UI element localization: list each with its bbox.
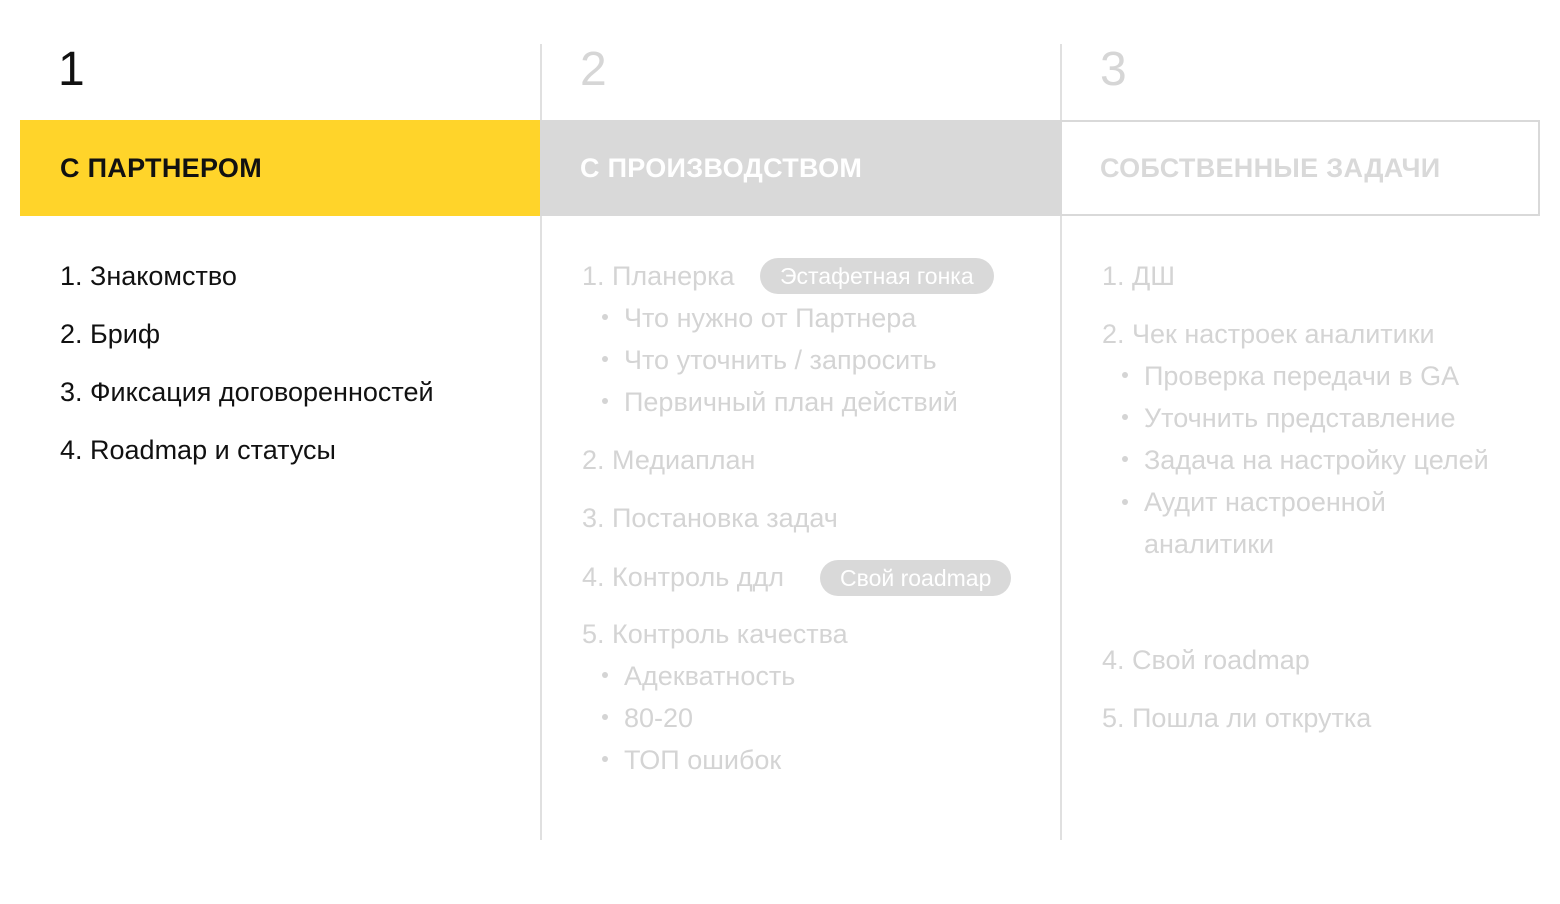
bullet-icon (1122, 414, 1128, 420)
list-item: 3. Фиксация договоренностей (60, 377, 434, 407)
sub-list-item: Уточнить представление (1122, 400, 1456, 436)
list-item: 1. Планерка (582, 261, 735, 291)
list-item: 1. ДШ (1102, 261, 1176, 291)
list-item: 2. Бриф (60, 319, 161, 349)
sub-list-item: ТОП ошибок (602, 742, 781, 778)
bullet-icon (1122, 372, 1128, 378)
bullet-icon (1122, 499, 1128, 505)
column-own-tasks (1062, 0, 1540, 904)
list-item: 4. Roadmap и статусы (60, 435, 336, 465)
bullet-icon (602, 314, 608, 320)
bullet-icon (602, 672, 608, 678)
step-number: 1 (58, 43, 85, 96)
list-item: 5. Контроль качества (582, 619, 848, 649)
bullet-icon (602, 756, 608, 762)
list-item: 5. Пошла ли открутка (1102, 703, 1372, 733)
bullet-icon (1122, 456, 1128, 462)
sub-list-item: Что уточнить / запросить (602, 342, 937, 378)
tag-badge: Эстафетная гонка (760, 258, 994, 294)
sub-list-item: Задача на настройку целей (1122, 442, 1489, 478)
column-header: СОБСТВЕННЫЕ ЗАДАЧИ (1060, 120, 1540, 216)
sub-list-item: Проверка передачи в GA (1122, 358, 1459, 394)
column-header: С ПАРТНЕРОМ (20, 120, 540, 216)
list-item: 2. Чек настроек аналитики (1102, 319, 1435, 349)
sub-list-item: Аудит настроенной аналитики (1122, 481, 1502, 565)
bullet-icon (602, 714, 608, 720)
column-production (542, 0, 1060, 904)
bullet-icon (602, 356, 608, 362)
tag-badge: Свой roadmap (820, 560, 1011, 596)
sub-list-item: Адекватность (602, 658, 795, 694)
column-header: С ПРОИЗВОДСТВОМ (540, 120, 1060, 216)
step-number: 3 (1100, 43, 1127, 96)
column-partner (20, 0, 540, 904)
list-item: 4. Контроль ддл (582, 562, 785, 592)
step-number: 2 (580, 43, 607, 96)
sub-list-item: 80-20 (602, 700, 693, 736)
list-item: 2. Медиаплан (582, 445, 756, 475)
sub-list-item: Что нужно от Партнера (602, 300, 916, 336)
bullet-icon (602, 398, 608, 404)
sub-list-item: Первичный план действий (602, 384, 958, 420)
list-item: 1. Знакомство (60, 261, 237, 291)
list-item: 3. Постановка задач (582, 503, 838, 533)
list-item: 4. Свой roadmap (1102, 645, 1310, 675)
